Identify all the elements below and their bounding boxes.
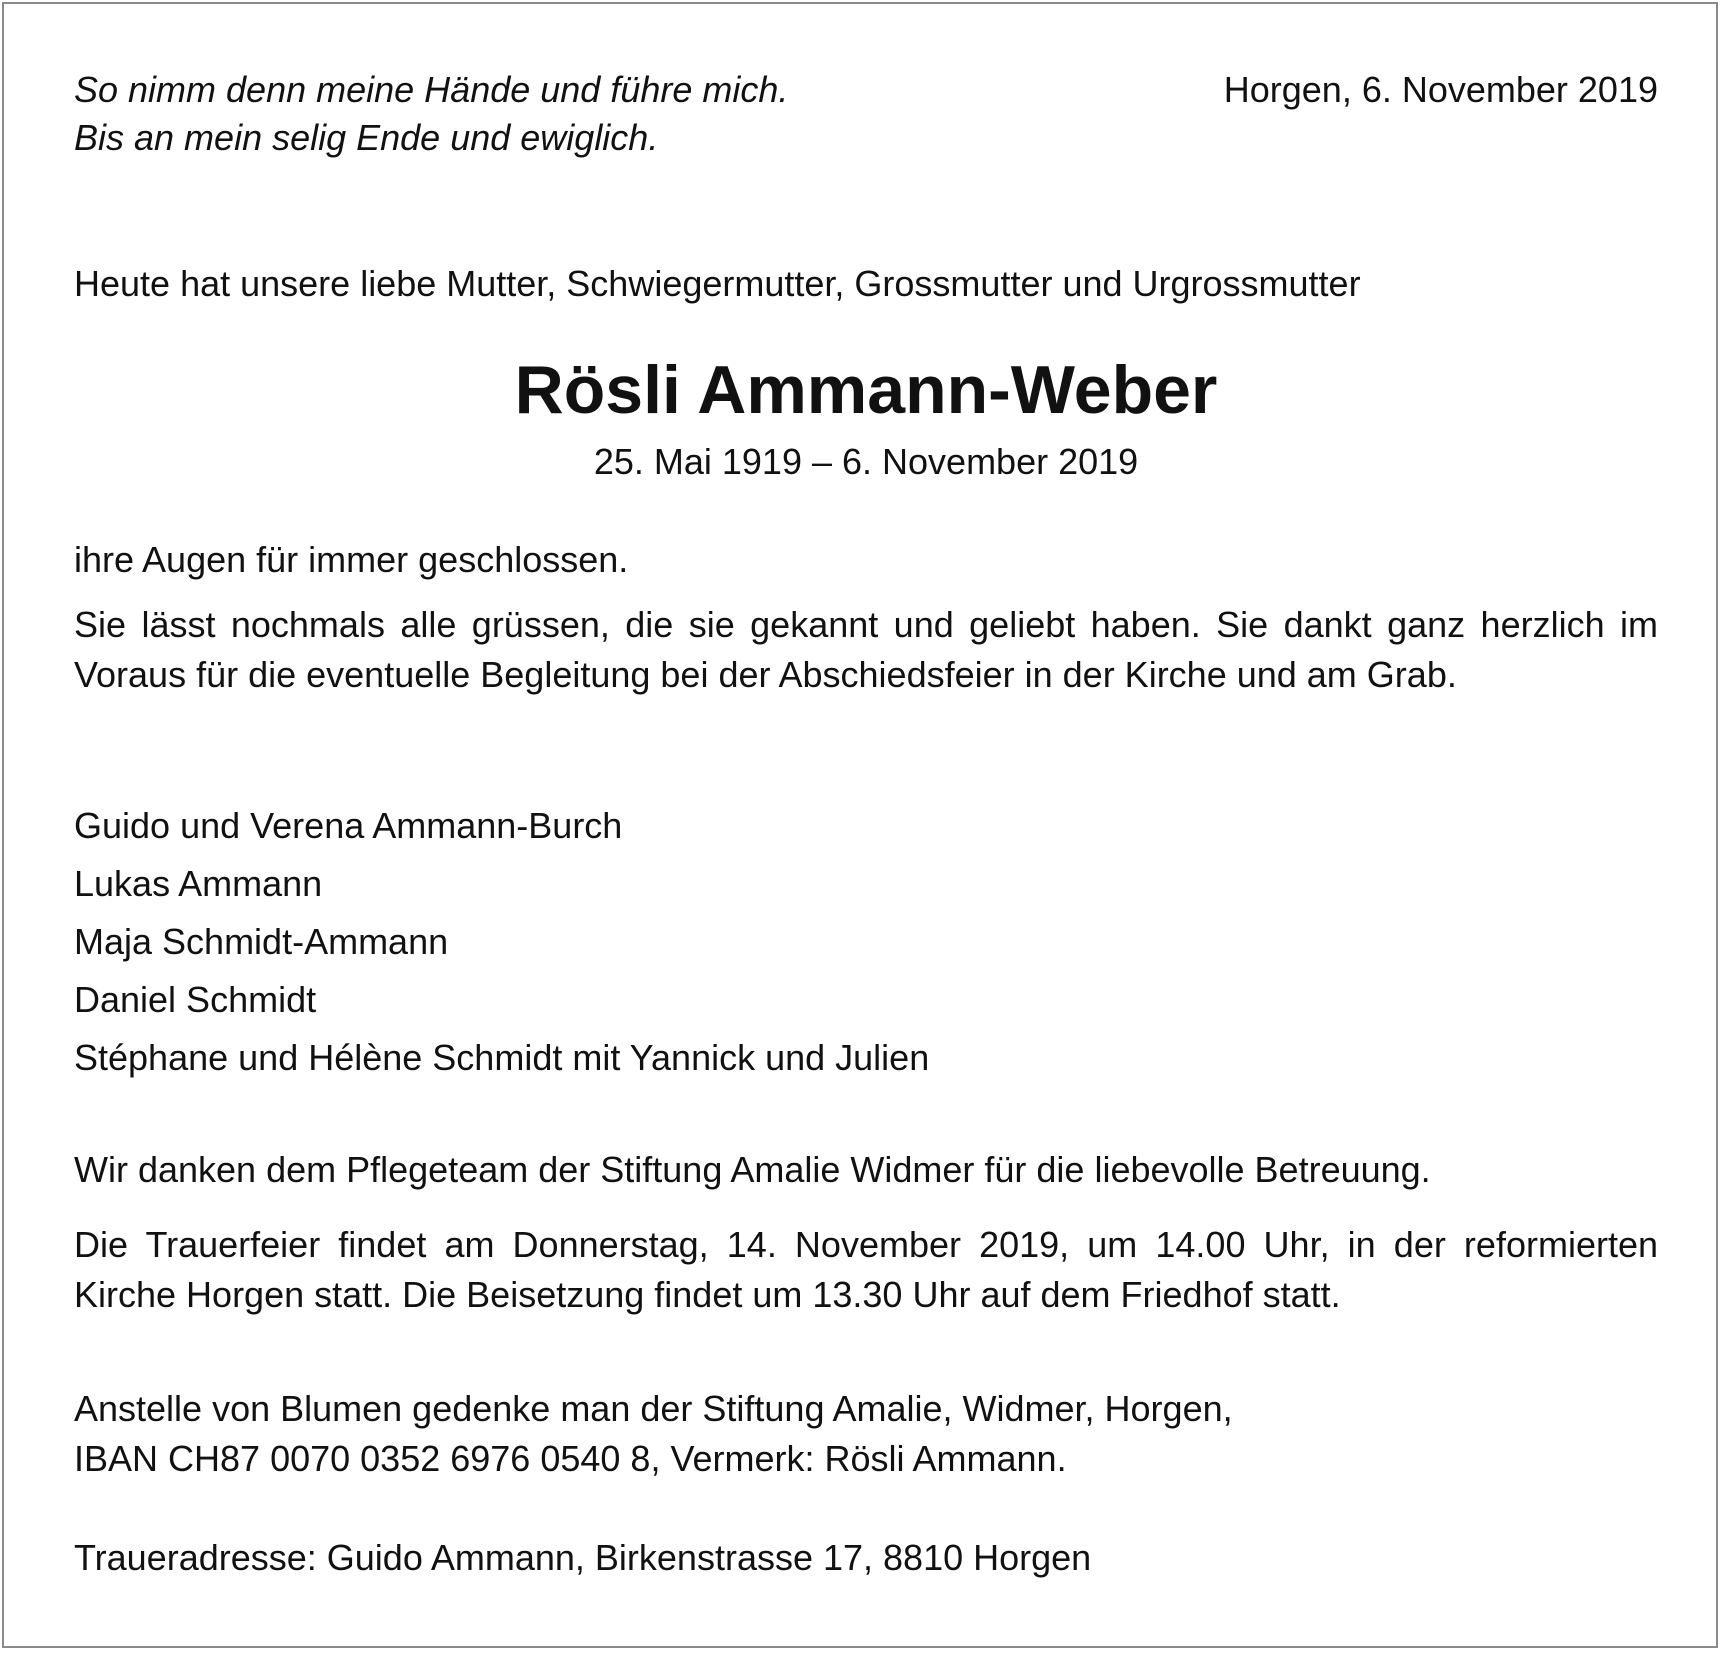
ceremony-paragraph: Die Trauerfeier findet am Donnerstag, 14. November 2019, um 14.00 Uhr, in der reformierten Kirche Horgen statt. Die Beisetzung findet um 13.30 Uhr auf dem Friedhof statt.: [74, 1224, 1658, 1315]
closing-line: ihre Augen für immer geschlossen.: [74, 539, 629, 580]
donation-line-1: Anstelle von Blumen gedenke man der Stiftung Amalie, Widmer, Horgen,: [74, 1388, 1233, 1429]
notice-border: [2, 2, 1718, 1648]
mourner-item: Daniel Schmidt: [74, 979, 317, 1020]
verse-line-1: So nimm denn meine Hände und führe mich.: [74, 69, 789, 110]
mourner-item: Maja Schmidt-Ammann: [74, 921, 449, 962]
mourner-item: Guido und Verena Ammann-Burch: [74, 805, 623, 846]
intro-text: Heute hat unsere liebe Mutter, Schwiegermutter, Grossmutter und Urgrossmutter: [74, 263, 1361, 304]
thanks-text: Wir danken dem Pflegeteam der Stiftung Amalie Widmer für die liebevolle Betreuung.: [74, 1149, 1431, 1190]
mourner-item: Lukas Ammann: [74, 863, 323, 904]
donation-line-2: IBAN CH87 0070 0352 6976 0540 8, Vermerk: Rösli Ammann.: [74, 1438, 1067, 1479]
mourner-item: Stéphane und Hélène Schmidt mit Yannick und Julien: [74, 1037, 930, 1078]
donation-note: [74, 1384, 1233, 1484]
mourning-address: Traueradresse: Guido Ammann, Birkenstrasse 17, 8810 Horgen: [74, 1537, 1092, 1578]
verse: [74, 66, 788, 162]
deceased-name: Rösli Ammann-Weber: [514, 352, 1218, 428]
message-paragraph: Sie lässt nochmals alle grüssen, die sie gekannt und geliebt haben. Sie dankt ganz herzlich im Voraus für die eventuelle Begleitung bei der Abschiedsfeier in der Kirche und am Grab.: [74, 604, 1658, 695]
life-dates: 25. Mai 1919 – 6. November 2019: [593, 441, 1139, 482]
mourners-list: [74, 802, 929, 1092]
verse-line-2: Bis an mein selig Ende und ewiglich.: [74, 117, 659, 158]
place-date: Horgen, 6. November 2019: [1223, 69, 1658, 110]
